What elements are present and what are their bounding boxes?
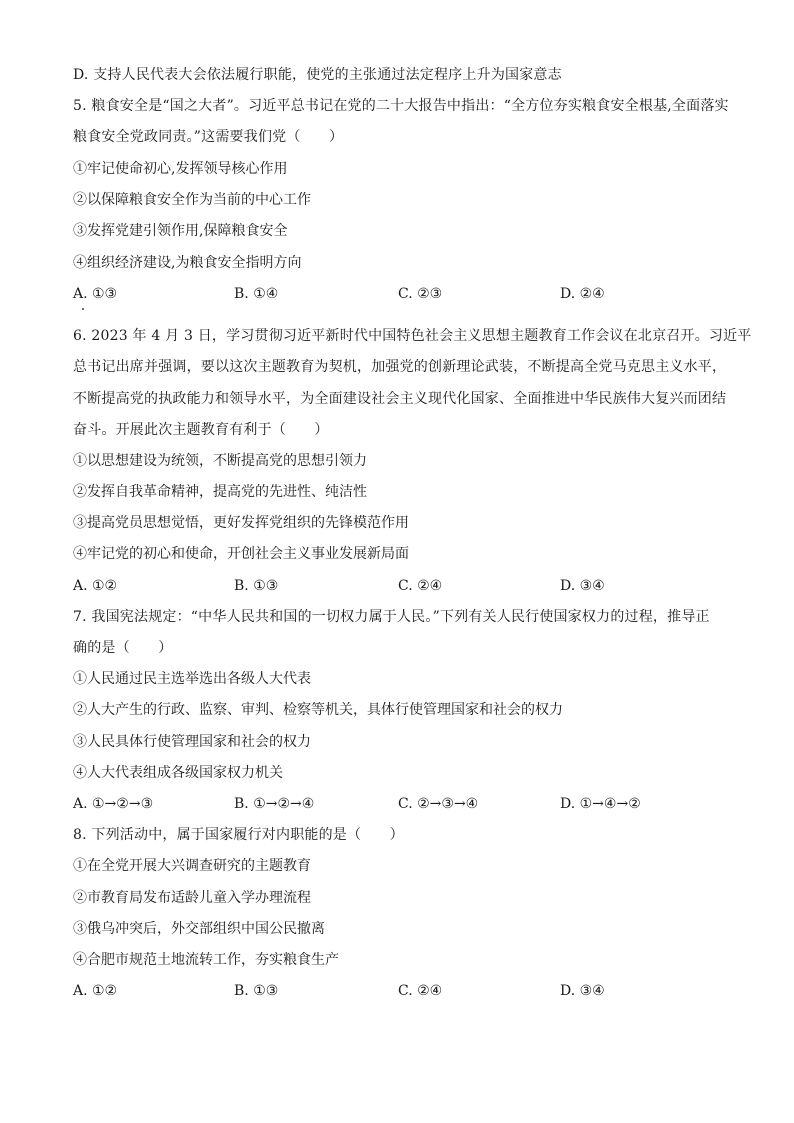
q5-item-3: ③发挥党建引领作用,保障粮食安全: [73, 223, 288, 239]
q8-item-1: ①在全党开展大兴调查研究的主题教育: [73, 858, 311, 874]
q7-option-a: A. ①→②→③: [73, 796, 154, 812]
q8-option-d: D. ③④: [560, 983, 605, 999]
q7-option-c: C. ②→③→④: [398, 796, 479, 812]
q6-option-a: A. ①②: [73, 578, 118, 594]
q7-item-1: ①人民通过民主选举选出各级人大代表: [73, 671, 311, 687]
q5-stem-line-1: 5. 粮食安全是“国之大者”。习近平总书记在党的二十大报告中指出：“全方位夯实粮食安全根基,全面落实: [73, 98, 729, 114]
q5-option-d: D. ②④: [560, 286, 605, 302]
q8-option-a: A. ①②: [73, 983, 118, 999]
q5-option-b: B. ①④: [234, 286, 279, 302]
q6-stem-line-1: 6. 2023 年 4 月 3 日，学习贯彻习近平新时代中国特色社会主义思想主题教育工作会议在北京召开。习近平: [73, 328, 752, 344]
q4-option-d: D. 支持人民代表大会依法履行职能，使党的主张通过法定程序上升为国家意志: [73, 67, 562, 83]
q6-option-c: C. ②④: [398, 578, 443, 594]
q6-item-2: ②发挥自我革命精神，提高党的先进性、纯洁性: [73, 484, 367, 500]
q8-stem-line-1: 8. 下列活动中，属于国家履行对内职能的是（ ）: [73, 827, 404, 843]
q5-item-1: ①牢记使命初心,发挥领导核心作用: [73, 161, 288, 177]
q8-item-4: ④合肥市规范土地流转工作，夯实粮食生产: [73, 952, 339, 968]
stray-dot: [82, 308, 84, 310]
q5-option-c: C. ②③: [398, 286, 443, 302]
q8-item-2: ②市教育局发布适龄儿童入学办理流程: [73, 890, 311, 906]
q6-item-4: ④牢记党的初心和使命，开创社会主义事业发展新局面: [73, 546, 409, 562]
q5-item-2: ②以保障粮食安全作为当前的中心工作: [73, 192, 311, 208]
q7-option-b: B. ①→②→④: [234, 796, 315, 812]
q6-stem-line-2: 总书记出席并强调，要以这次主题教育为契机，加强党的创新理论武装，不断提高全党马克思主义水平，: [73, 359, 727, 375]
q7-option-d: D. ①→④→②: [560, 796, 641, 812]
q5-option-a: A. ①③: [73, 286, 118, 302]
q7-item-2: ②人大产生的行政、监察、审判、检察等机关，具体行使管理国家和社会的权力: [73, 702, 563, 718]
q6-option-d: D. ③④: [560, 578, 605, 594]
q7-item-4: ④人大代表组成各级国家权力机关: [73, 765, 283, 781]
q5-item-4: ④组织经济建设,为粮食安全指明方向: [73, 255, 302, 271]
q8-item-3: ③俄乌冲突后，外交部组织中国公民撤离: [73, 921, 325, 937]
q6-item-3: ③提高党员思想觉悟，更好发挥党组织的先锋模范作用: [73, 515, 409, 531]
q6-item-1: ①以思想建设为统领，不断提高党的思想引领力: [73, 453, 367, 469]
q6-stem-line-4: 奋斗。开展此次主题教育有利于（ ）: [73, 422, 329, 438]
q7-stem-line-2: 确的是（ ）: [73, 640, 173, 656]
q8-option-c: C. ②④: [398, 983, 443, 999]
q8-option-b: B. ①③: [234, 983, 279, 999]
q7-stem-line-1: 7. 我国宪法规定：“中华人民共和国的一切权力属于人民。”下列有关人民行使国家权力的过程，推导正: [73, 609, 710, 625]
q6-option-b: B. ①③: [234, 578, 279, 594]
q7-item-3: ③人民具体行使管理国家和社会的权力: [73, 734, 311, 750]
q6-stem-line-3: 不断提高党的执政能力和领导水平，为全面建设社会主义现代化国家、全面推进中华民族伟大复兴而团结: [73, 391, 727, 407]
q5-stem-line-2: 粮食安全党政同责。”这需要我们党（ ）: [73, 129, 344, 145]
